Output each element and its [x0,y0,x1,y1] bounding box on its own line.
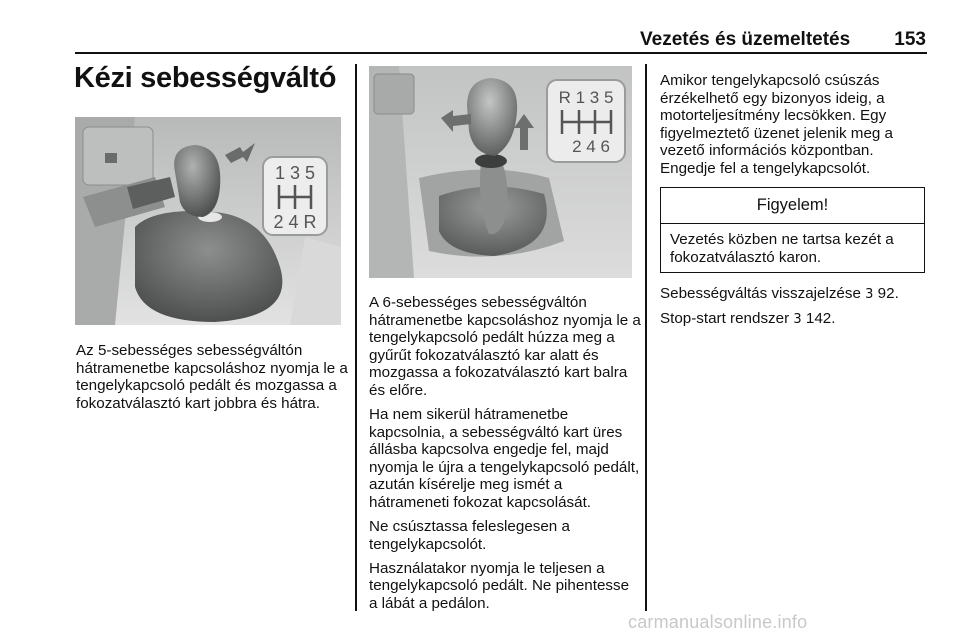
reference-page: 142. [805,310,836,328]
watermark: carmanualsonline.info [628,612,808,632]
cross-references [660,285,928,335]
chapter-title: Kézi sebességváltó [74,62,337,94]
header-rule [75,52,927,54]
warning-box [660,187,925,273]
reference-label: Stop-start rendszer [660,310,790,328]
section-title: Vezetés és üzemeltetés [640,29,851,50]
warning-text: Vezetés közben ne tartsa kezét a fokozatválasztó karon. [670,231,894,266]
column-3-text [660,72,928,184]
gear-pattern-top: 1 3 5 [274,163,316,183]
warning-title: Figyelem! [661,188,924,224]
gear-pattern-top: R 1 3 5 [558,88,614,107]
figure-6-speed-gear-lever [369,66,632,278]
cross-reference-gearshift-indicator[interactable] [660,285,928,304]
paragraph: Ha nem sikerül hátramenetbe kapcsolnia, a sebességváltó kart üres állásba kapcsolva engedje fel, majd nyomja le újra a tengelykapcsoló pedált, azután kísérelje meg ismét a hátrameneti fokozat kapcsolását. [369,406,640,512]
column-divider [645,64,647,611]
paragraph: Használatakor nyomja le teljesen a tengelykapcsoló pedált. Ne pihentesse a lábát a pedálon. [369,559,630,612]
paragraph: Az 5-sebességes sebességváltón hátramenetbe kapcsoláshoz nyomja le a tengelykapcsoló pedált és mozgassa a fokozatválasztó kart jobbra és hátra. [76,342,348,412]
gear-pattern-bottom: 2 4 R [273,212,317,232]
gear-lever-illustration [369,66,632,278]
page-number: 153 [894,29,926,50]
paragraph: Amikor tengelykapcsoló csúszás érzékelhető egy bizonyos ideig, a motorteljesítmény lecsökken. Egy figyelmeztető üzenet jelenik meg a vezető információs központban. Engedje fel a tengelykapcsolót. [660,72,894,177]
reference-page: 92. [877,285,899,302]
column-divider [355,64,357,611]
column-2-text [369,294,641,619]
paragraph: A 6-sebességes sebességváltón hátramenetbe kapcsoláshoz nyomja le a tengelykapcsoló pedált húzza meg a gyűrűt fokozatválasztó kar alatt és mozgassa a fokozatválasztó kart balra és előre. [369,294,641,399]
gear-pattern-bottom: 2 4 6 [572,137,610,156]
paragraph: Ne csúsztassa feleslegesen a tengelykapcsolót. [369,518,570,553]
gear-lever-illustration [75,117,341,325]
reference-label: Sebességváltás visszajelzése [660,285,861,302]
reference-arrow-icon: 3 [793,312,802,328]
column-1-text [76,342,348,419]
figure-5-speed-gear-lever [75,117,341,325]
reference-arrow-icon: 3 [865,287,874,302]
running-header [640,29,926,53]
cross-reference-stop-start[interactable] [660,310,928,329]
